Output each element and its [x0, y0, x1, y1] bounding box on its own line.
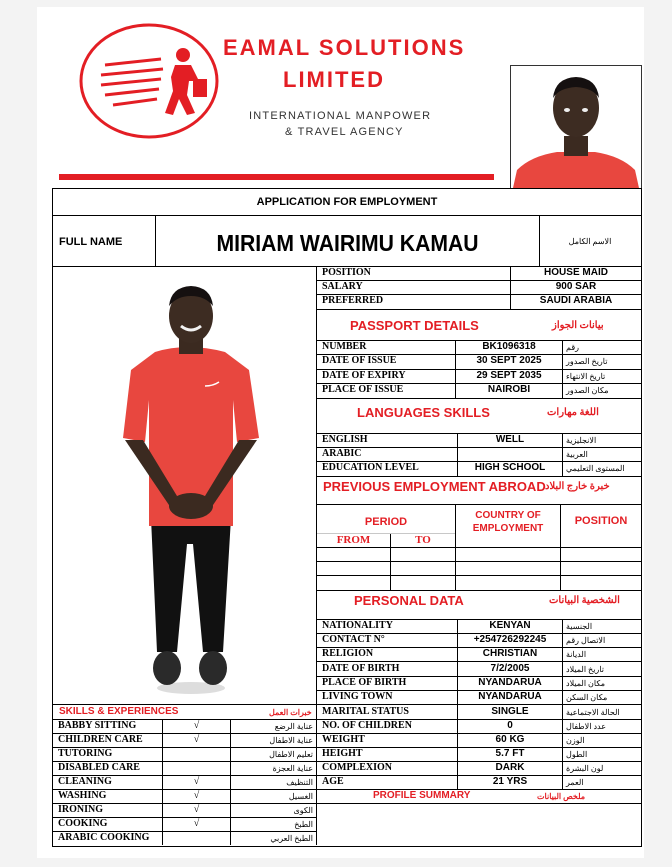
- issue-date-ar: تاريخ الصدور: [566, 357, 608, 366]
- portrait-figure: [511, 66, 641, 188]
- company-name-line2: LIMITED: [283, 67, 385, 92]
- skill-label: TUTORING: [58, 748, 113, 759]
- salary-label: SALARY: [322, 281, 363, 292]
- skill-label: CLEANING: [58, 776, 112, 787]
- education-value: HIGH SCHOOL: [474, 462, 546, 473]
- full-name-label-ar: الاسم الكامل: [568, 237, 612, 246]
- contact-label: CONTACT N°: [322, 634, 385, 645]
- contact-value: +254726292245: [473, 634, 547, 645]
- issue-date-value: 30 SEPT 2025: [476, 355, 542, 366]
- country-header-line1: COUNTRY OF: [475, 510, 541, 521]
- profile-summary-heading-ar: ملخص البيانات: [537, 792, 586, 801]
- country-header-line2: EMPLOYMENT: [472, 523, 544, 534]
- passport-number-value: BK1096318: [482, 341, 536, 352]
- education-label: EDUCATION LEVEL: [322, 462, 419, 473]
- skill-ar: الغسيل: [288, 792, 313, 801]
- age-label: AGE: [322, 776, 344, 787]
- skill-label: IRONING: [58, 804, 104, 815]
- passport-number-ar: رقم: [566, 343, 580, 352]
- skill-ar: الطبخ: [294, 820, 313, 829]
- preferred-value: SAUDI ARABIA: [539, 295, 613, 306]
- position-header: POSITION: [574, 515, 628, 527]
- applicant-full-name: MIRIAM WAIRIMU KAMAU: [216, 230, 479, 256]
- nationality-value: KENYAN: [489, 620, 531, 631]
- expiry-date-value: 29 SEPT 2035: [476, 370, 542, 381]
- expiry-date-ar: تاريخ الانتهاء: [566, 372, 606, 381]
- skill-label: ARABIC COOKING: [58, 832, 150, 843]
- skill-ar: التنظيف: [286, 778, 313, 787]
- arabic-label: ARABIC: [322, 448, 362, 459]
- children-count-ar: عدد الاطفال: [566, 722, 606, 731]
- english-ar: الانجليزية: [566, 436, 597, 445]
- marital-status-label: MARITAL STATUS: [322, 706, 409, 717]
- pob-label: PLACE OF BIRTH: [322, 677, 407, 688]
- skills-heading: SKILLS & EXPERIENCES: [59, 706, 179, 717]
- weight-label: WEIGHT: [322, 734, 365, 745]
- preferred-label: PREFERRED: [322, 295, 384, 306]
- place-of-issue-value: NAIROBI: [487, 384, 531, 395]
- nationality-label: NATIONALITY: [322, 620, 393, 631]
- skill-check: √: [193, 720, 200, 731]
- skill-label: COOKING: [58, 818, 108, 829]
- skill-check: √: [193, 818, 200, 829]
- previous-employment-heading: PREVIOUS EMPLOYMENT ABROAD: [323, 479, 546, 494]
- to-header: TO: [415, 534, 431, 546]
- skill-ar: الكوى: [293, 806, 313, 815]
- passport-number-label: NUMBER: [322, 341, 367, 352]
- personal-data-heading: PERSONAL DATA: [354, 593, 464, 608]
- portrait-photo: [510, 65, 642, 189]
- pob-value: NYANDARUA: [478, 677, 542, 688]
- form-title: APPLICATION FOR EMPLOYMENT: [256, 196, 438, 208]
- skill-check: √: [193, 804, 200, 815]
- children-count-value: 0: [507, 720, 513, 731]
- profile-summary-heading: PROFILE SUMMARY: [373, 790, 471, 801]
- application-page: [37, 7, 644, 858]
- skill-ar: تعليم الاطفال: [269, 750, 313, 759]
- issue-date-label: DATE OF ISSUE: [322, 355, 397, 366]
- salary-value: 900 SAR: [555, 281, 597, 292]
- english-value: WELL: [495, 434, 525, 445]
- religion-label: RELIGION: [322, 648, 374, 659]
- languages-heading-ar: اللغة مهارات: [547, 407, 599, 418]
- skill-ar: عناية العجزة: [272, 764, 313, 773]
- complexion-label: COMPLEXION: [322, 762, 392, 773]
- skill-ar: عناية الرضع: [274, 722, 313, 731]
- age-ar: العمر: [566, 778, 584, 787]
- marital-status-value: SINGLE: [491, 706, 529, 717]
- header-red-bar: [59, 174, 494, 180]
- skill-check: √: [193, 776, 200, 787]
- marital-status-ar: الحالة الاجتماعية: [566, 708, 620, 717]
- weight-ar: الوزن: [566, 736, 585, 745]
- passport-heading: PASSPORT DETAILS: [350, 318, 479, 333]
- children-count-label: NO. OF CHILDREN: [322, 720, 412, 731]
- company-tagline-line1: INTERNATIONAL MANPOWER: [249, 110, 432, 122]
- height-label: HEIGHT: [322, 748, 363, 759]
- dob-ar: تاريخ الميلاد: [566, 665, 604, 674]
- passport-heading-ar: بيانات الجواز: [552, 320, 604, 331]
- company-logo: [75, 19, 225, 144]
- religion-ar: الديانة: [566, 650, 587, 659]
- skill-ar: الطبخ العربي: [270, 834, 313, 843]
- skills-heading-ar: خبرات العمل: [269, 708, 312, 717]
- dob-value: 7/2/2005: [490, 663, 530, 674]
- skill-check: √: [193, 790, 200, 801]
- living-town-value: NYANDARUA: [478, 691, 542, 702]
- skill-label: BABBY SITTING: [58, 720, 137, 731]
- height-ar: الطول: [566, 750, 588, 759]
- nationality-ar: الجنسية: [566, 622, 593, 631]
- position-value: HOUSE MAID: [544, 267, 608, 278]
- living-town-label: LIVING TOWN: [322, 691, 393, 702]
- place-of-issue-ar: مكان الصدور: [566, 386, 609, 395]
- complexion-value: DARK: [495, 762, 525, 773]
- place-of-issue-label: PLACE OF ISSUE: [322, 384, 404, 395]
- religion-value: CHRISTIAN: [482, 648, 538, 659]
- position-label: POSITION: [322, 267, 371, 278]
- contact-ar: الاتصال رقم: [566, 636, 606, 645]
- from-header: FROM: [336, 534, 371, 546]
- dob-label: DATE OF BIRTH: [322, 663, 400, 674]
- skill-check: √: [193, 734, 200, 745]
- age-value: 21 YRS: [492, 776, 528, 787]
- height-value: 5.7 FT: [495, 748, 525, 759]
- skill-label: CHILDREN CARE: [58, 734, 143, 745]
- full-body-photo: [107, 282, 267, 694]
- period-header: PERIOD: [364, 516, 408, 528]
- skill-ar: عناية الاطفال: [269, 736, 313, 745]
- english-label: ENGLISH: [322, 434, 368, 445]
- weight-value: 60 KG: [495, 734, 525, 745]
- expiry-date-label: DATE OF EXPIRY: [322, 370, 406, 381]
- complexion-ar: لون البشرة: [566, 764, 604, 773]
- company-name-line1: EAMAL SOLUTIONS: [223, 35, 466, 60]
- skill-label: WASHING: [58, 790, 107, 801]
- languages-heading: LANGUAGES SKILLS: [357, 405, 490, 420]
- living-town-ar: مكان السكن: [566, 693, 608, 702]
- pob-ar: مكان الميلاد: [566, 679, 606, 688]
- personal-data-heading-ar: الشخصية البيانات: [549, 595, 620, 606]
- arabic-ar: العربية: [566, 450, 588, 459]
- company-tagline-line2: & TRAVEL AGENCY: [285, 126, 404, 138]
- skill-label: DISABLED CARE: [58, 762, 140, 773]
- education-ar: المستوى التعليمي: [566, 464, 625, 473]
- previous-employment-heading-ar: خبرة خارج البلاد: [545, 481, 610, 492]
- full-name-label: FULL NAME: [59, 236, 123, 248]
